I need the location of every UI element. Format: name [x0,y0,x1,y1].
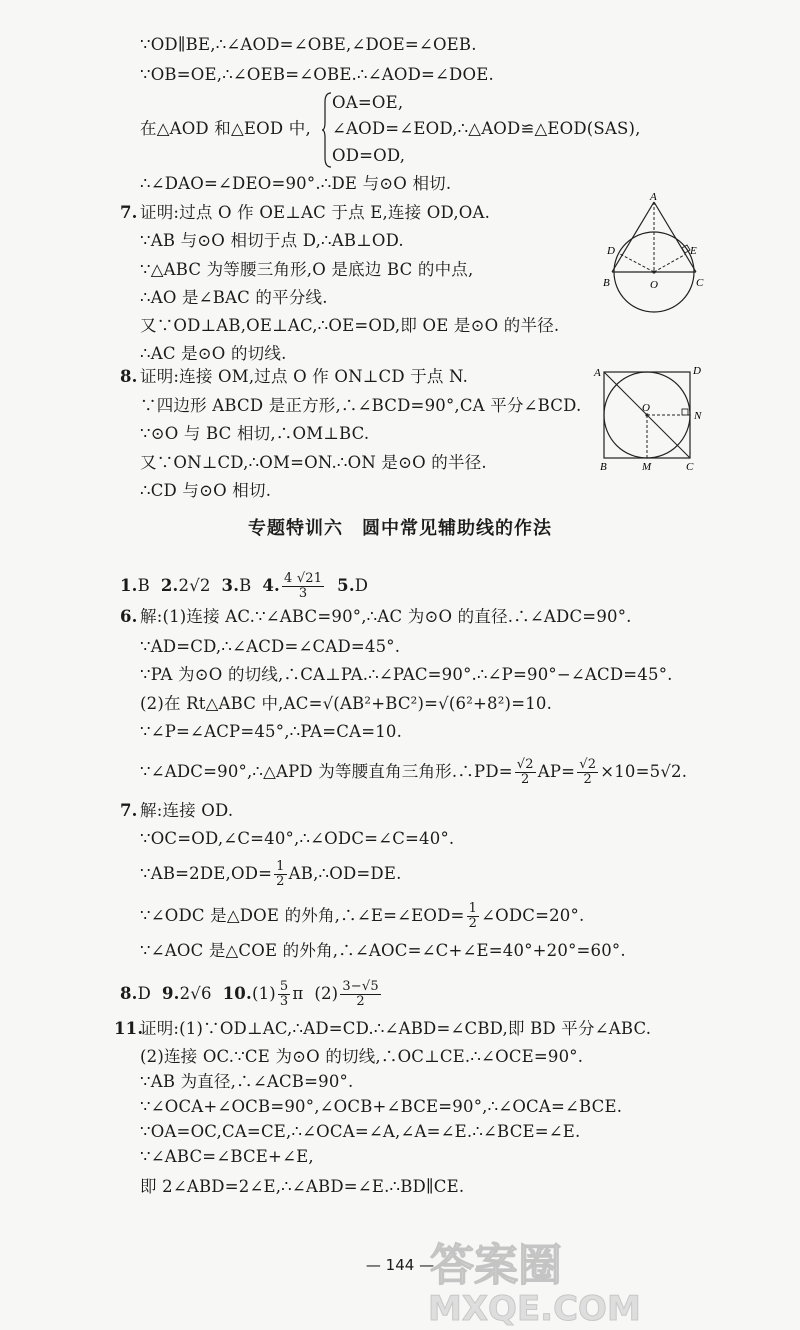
label-C: C [696,277,704,289]
brace-symbol [322,92,332,168]
fraction: $\frac{1}{2}$ [276,859,285,889]
label-A: A [594,367,601,379]
label-B: B [600,461,607,473]
answer-value: (2) [314,984,339,1003]
text-segment: ×10=5√2. [600,762,688,781]
label-C: C [686,461,694,473]
label-M: M [642,461,652,473]
answer-number: 4. [262,576,281,595]
watermark-text-cn: 答案圈 [430,1240,562,1291]
label-D: D [693,365,701,377]
proof-line: ∴AC 是⊙O 的切线. [140,344,287,363]
proof-line: ∵OB=OE,∴∠OEB=∠OBE.∴∠AOD=∠DOE. [140,65,494,84]
question-number: 8. [120,367,138,386]
solution-line: 解:连接 OD. [140,801,234,820]
answer-number: 2. [160,576,179,595]
text-segment: AP= [537,762,576,781]
answer-row [120,980,383,1009]
solution-line: ∵∠P=∠ACP=45°,∴PA=CA=10. [140,722,403,741]
section-title: 专题特训六 圆中常见辅助线的作法 [248,518,552,539]
question-number: 11. [114,1019,144,1038]
label-E: E [690,245,697,257]
solution-line [140,902,584,931]
text-segment: ∵∠ADC=90°,∴△APD 为等腰直角三角形.∴PD= [140,762,513,781]
fraction: $\frac{5}{3}$ [279,979,289,1009]
proof-line: OD=OD, [332,146,406,165]
answer-number: 5. [337,576,355,595]
text-segment: AB,∴OD=DE. [288,864,402,883]
solution-line [140,758,687,787]
solution-line: ∵∠OCA+∠OCB=90°,∠OCB+∠BCE=90°,∴∠OCA=∠BCE. [140,1097,623,1116]
label-O: O [642,402,650,414]
solution-line: ∵AD=CD,∴∠ACD=∠CAD=45°. [140,637,401,656]
answer-number: 3. [221,576,240,595]
solution-line: 解:(1)连接 AC.∵∠ABC=90°,∴AC 为⊙O 的直径.∴∠ADC=90°. [140,607,632,626]
solution-line: (2)连接 OC.∵CE 为⊙O 的切线,∴OC⊥CE.∴∠OCE=90°. [140,1047,584,1066]
answer-value: B [239,576,252,595]
proof-line: ∴AO 是∠BAC 的平分线. [140,288,328,307]
geometry-figure-q8 [592,364,710,476]
proof-line: 证明:连接 OM,过点 O 作 ON⊥CD 于点 N. [140,367,469,386]
solution-line: ∵∠AOC 是△COE 的外角,∴∠AOC=∠C+∠E=40°+20°=60°. [140,941,626,960]
answer-value: B [137,576,150,595]
solution-line [140,860,402,889]
answer-value: 2√6 [179,984,212,1003]
proof-line: ∵四边形 ABCD 是正方形,∴∠BCD=90°,CA 平分∠BCD. [140,396,582,415]
proof-line: ∵△ABC 为等腰三角形,O 是底边 BC 的中点, [140,260,474,279]
solution-line: ∵OA=OC,CA=CE,∴∠OCA=∠A,∠A=∠E.∴∠BCE=∠E. [140,1122,581,1141]
solution-line: ∵OC=OD,∠C=40°,∴∠ODC=∠C=40°. [140,829,455,848]
proof-line: 又∵OD⊥AB,OE⊥AC,∴OE=OD,即 OE 是⊙O 的半径. [140,316,560,335]
answer-number: 10. [222,984,252,1003]
solution-line: 证明:(1)∵OD⊥AC,∴AD=CD.∴∠ABD=∠CBD,即 BD 平分∠ABC. [140,1019,652,1038]
label-D: D [607,245,615,257]
proof-line: OA=OE, [332,93,404,112]
label-O: O [650,279,658,291]
question-number: 7. [120,801,138,820]
solution-line: ∵PA 为⊙O 的切线,∴CA⊥PA.∴∠PAC=90°.∴∠P=90°−∠ACD=45°. [140,665,673,684]
fraction: $\frac{1}{2}$ [468,901,478,931]
text-segment: ∵∠ODC 是△DOE 的外角,∴∠E=∠EOD= [140,906,465,925]
fraction: $\frac{4 √21}{3}$ [284,571,323,601]
proof-line: ∵⊙O 与 BC 相切,∴OM⊥BC. [140,424,370,443]
answer-row [120,572,368,601]
proof-line: ∵AB 与⊙O 相切于点 D,∴AB⊥OD. [140,231,404,250]
solution-line: ∵AB 为直径,∴∠ACB=90°. [140,1072,354,1091]
page-number: — 144 — [365,1256,435,1274]
solution-line: 即 2∠ABD=2∠E,∴∠ABD=∠E.∴BD∥CE. [140,1177,465,1196]
question-number: 6. [120,607,138,626]
fraction: $\frac{3-√5}{2}$ [342,979,379,1009]
proof-line: 证明:过点 O 作 OE⊥AC 于点 E,连接 OD,OA. [140,203,491,222]
proof-line: 又∵ON⊥CD,∴OM=ON.∴ON 是⊙O 的半径. [140,453,487,472]
solution-line: (2)在 Rt△ABC 中,AC=√(AB²+BC²)=√(6²+8²)=10. [140,694,553,713]
label-A: A [650,192,657,203]
label-B: B [603,277,610,289]
answer-number: 8. [120,984,138,1003]
answer-value: D [137,984,152,1003]
solution-line: ∵∠ABC=∠BCE+∠E, [140,1147,314,1166]
answer-value: D [354,576,369,595]
label-N: N [694,410,702,422]
text-segment: ∵AB=2DE,OD= [140,864,273,883]
proof-line: ∴∠DAO=∠DEO=90°.∴DE 与⊙O 相切. [140,174,452,193]
answer-value: (1) [251,984,276,1003]
geometry-figure-q7 [598,192,710,322]
proof-line: ∵OD∥BE,∴∠AOD=∠OBE,∠DOE=∠OEB. [140,35,477,54]
answer-number: 1. [120,576,138,595]
proof-line: ∠AOD=∠EOD,∴△AOD≌△EOD(SAS), [332,119,641,138]
answer-value: π [292,984,304,1003]
text-segment: ∠ODC=20°. [481,906,585,925]
fraction: $\frac{√2}{2}$ [579,757,597,787]
answer-value: 2√2 [178,576,211,595]
fraction: $\frac{√2}{2}$ [516,757,534,787]
question-number: 7. [120,203,138,222]
watermark-logo [420,1232,780,1327]
watermark-text-url: MXQE.COM [428,1289,641,1327]
proof-line: 在△AOD 和△EOD 中, [140,119,311,138]
answer-number: 9. [161,984,180,1003]
proof-line: ∴CD 与⊙O 相切. [140,481,272,500]
